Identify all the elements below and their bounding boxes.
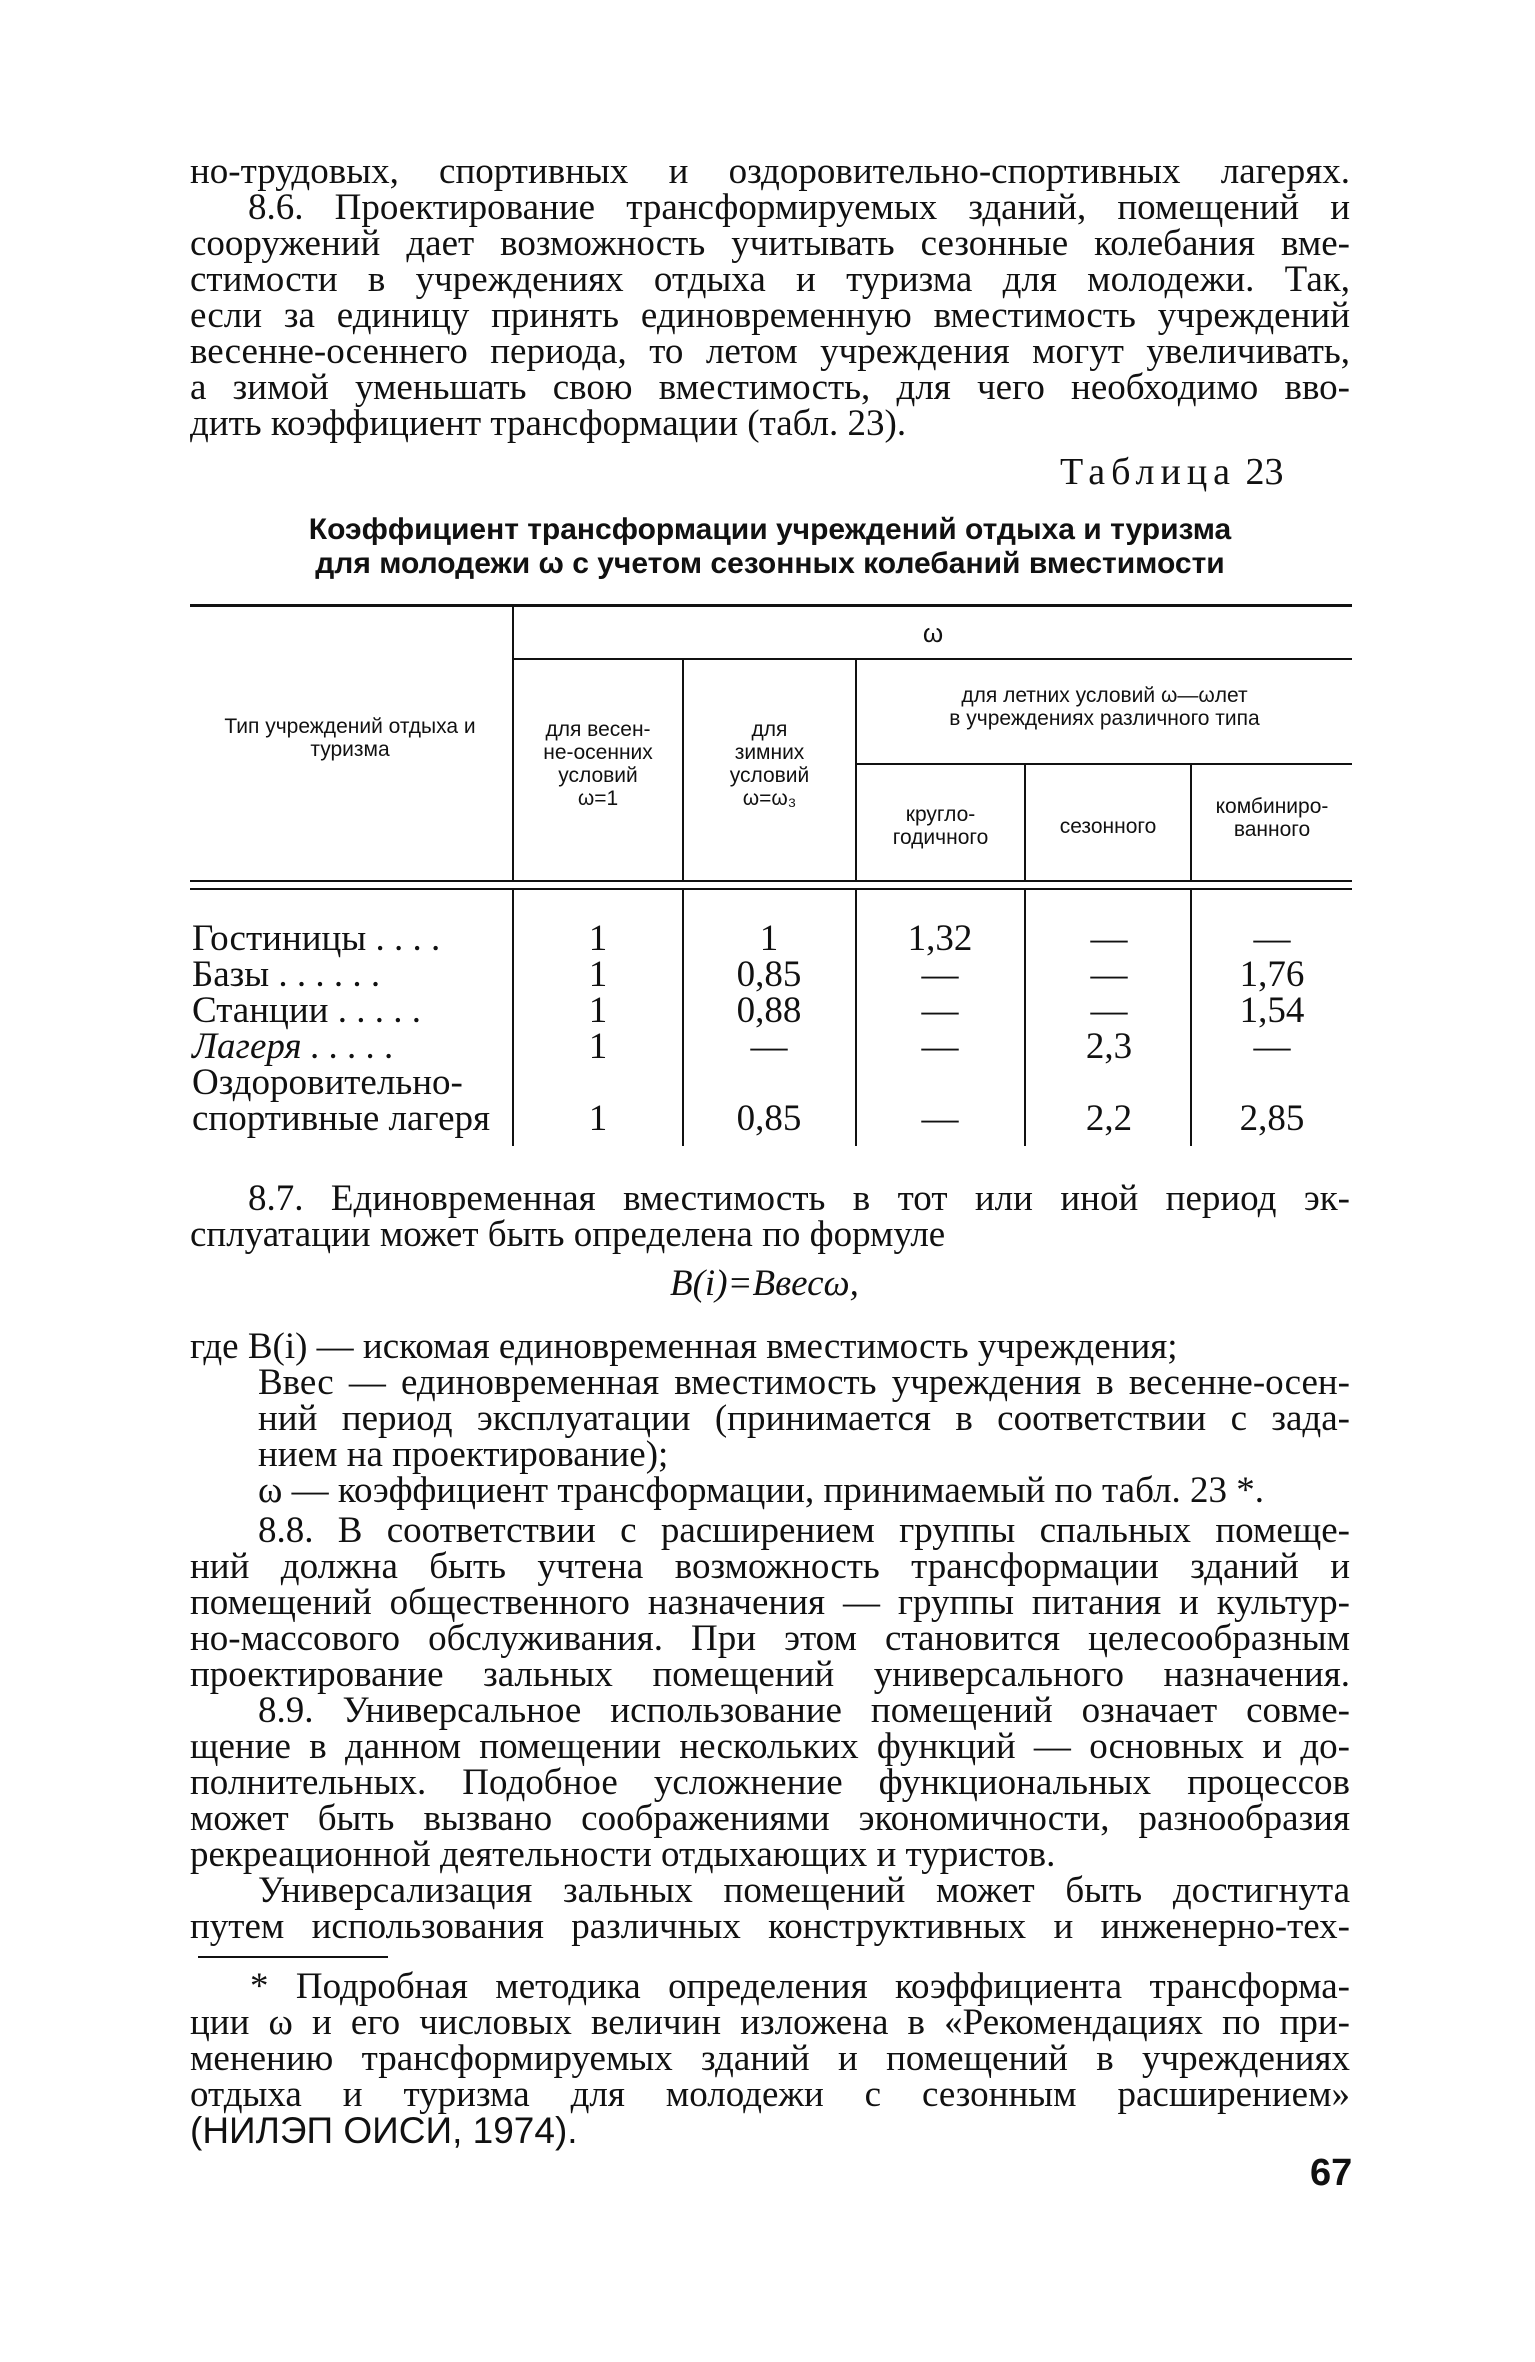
body-text-line: дить коэффициент трансформации (табл. 23). <box>190 403 907 444</box>
footnote-line: отдыха и туризма для молодежи с сезонным расширением» <box>190 2074 1350 2115</box>
row-name: Базы . . . . . . <box>192 954 381 995</box>
definition-line: ω — коэффициент трансформации, принимаемый по табл. 23 *. <box>258 1470 1264 1511</box>
table-number-label <box>1060 450 1284 494</box>
paragraph-8-6-start: 8.6. Проектирование трансформируемых зданий, помещений и <box>248 187 1350 228</box>
body-text-line: щение в данном помещении нескольких функций — основных и до- <box>190 1726 1350 1767</box>
row-name: Оздоровительно- <box>192 1062 463 1103</box>
cell-season: — <box>1090 990 1128 1031</box>
row-name: спортивные лагеря <box>192 1098 491 1139</box>
body-text-line: путем использования различных конструктивных и инженерно-тех- <box>190 1906 1350 1947</box>
cell-comb: 1,54 <box>1239 990 1305 1031</box>
header-comb-line: комбиниро- <box>1215 795 1329 818</box>
body-text-line: стимости в учреждениях отдыха и туризма для молодежи. Так, <box>190 259 1350 300</box>
table-vrule-body <box>855 890 857 1146</box>
cell-comb: 2,85 <box>1239 1098 1305 1139</box>
cell-spring: 1 <box>588 1026 608 1067</box>
cell-comb: 1,76 <box>1239 954 1305 995</box>
body-text-line: проектирование зальных помещений универсального назначения. <box>190 1654 1350 1695</box>
header-type: Тип учреждений отдыха и туризма <box>224 715 476 761</box>
body-text-line: сооружений дает возможность учитывать сезонные колебания вме- <box>190 223 1350 264</box>
body-text-line: полнительных. Подобное усложнение функциональных процессов <box>190 1762 1350 1803</box>
footnote-line: менению трансформируемых зданий и помещений в учреждениях <box>190 2038 1350 2079</box>
cell-winter: 1 <box>759 918 779 959</box>
header-winter-line: условий <box>729 764 810 787</box>
header-spring <box>514 718 682 810</box>
cell-comb: — <box>1253 1026 1291 1067</box>
table-vrule-body <box>512 890 514 1146</box>
body-text-line: помещений общественного назначения — группы питания и культур- <box>190 1582 1350 1623</box>
header-winter-line: зимних <box>734 741 805 764</box>
header-comb-line: ванного <box>1233 818 1311 841</box>
row-name: Лагеря . . . . . <box>192 1026 395 1067</box>
definition-line: Bвес — единовременная вместимость учреждения в весенне-осен- <box>258 1362 1350 1403</box>
table-vrule-body <box>682 890 684 1146</box>
table-title-line-2: для молодежи ω с учетом сезонных колебаний вместимости <box>315 547 1225 580</box>
table-omega-rule <box>514 658 1352 660</box>
header-omega: ω <box>922 618 944 648</box>
header-spring-line: ω=1 <box>577 787 619 810</box>
header-winter-line: для <box>751 718 788 741</box>
cell-year: — <box>921 1026 959 1067</box>
body-text-line: может быть вызвано соображениями экономичности, разнообразия <box>190 1798 1350 1839</box>
page-number: 67 <box>1310 2152 1353 2194</box>
row-name: Станции . . . . . <box>192 990 421 1031</box>
cell-spring: 1 <box>588 990 608 1031</box>
header-winter-line: ω=ω₃ <box>742 787 797 810</box>
header-spring-line: не-осенних <box>543 741 653 764</box>
cell-year: — <box>921 954 959 995</box>
table-body-top-rule <box>190 888 1352 890</box>
paragraph-start: Универсализация зальных помещений может быть достигнута <box>258 1870 1350 1911</box>
cell-winter: — <box>750 1026 788 1067</box>
header-combined <box>1192 795 1352 841</box>
body-text-line: ний должна быть учтена возможность трансформации зданий и <box>190 1546 1350 1587</box>
body-text-line: рекреационной деятельности отдыхающих и туристов. <box>190 1834 1056 1875</box>
cell-winter: 0,85 <box>736 954 802 995</box>
definition-line: ний период эксплуатации (принимается в соответствии с зада- <box>258 1398 1350 1439</box>
header-winter <box>684 718 855 810</box>
header-spring-line: условий <box>558 764 638 787</box>
row-name: Гостиницы . . . . <box>192 918 441 959</box>
cell-winter: 0,85 <box>736 1098 802 1139</box>
cell-season: — <box>1090 918 1128 959</box>
table-title-line-1: Коэффициент трансформации учреждений отдыха и туризма <box>308 513 1232 546</box>
paragraph-8-8-start: 8.8. В соответствии с расширением группы спальных помеще- <box>258 1510 1350 1551</box>
footnote-line: (НИЛЭП ОИСИ, 1974). <box>190 2110 578 2151</box>
footnote-separator <box>198 1956 388 1958</box>
header-summer <box>857 684 1352 730</box>
paragraph-8-7-start: 8.7. Единовременная вместимость в тот или иной период эк- <box>248 1178 1350 1219</box>
table-header-bottom-rule <box>190 880 1352 882</box>
cell-year: — <box>921 1098 959 1139</box>
cell-spring: 1 <box>588 954 608 995</box>
header-spring-line: для весен- <box>545 718 651 741</box>
cell-winter: 0,88 <box>736 990 802 1031</box>
header-seasonal: сезонного <box>1059 815 1157 838</box>
body-text-line: весенне-осеннего периода, то летом учреждения могут увеличивать, <box>190 331 1350 372</box>
body-text-line: но-массового обслуживания. При этом становится целесообразным <box>190 1618 1350 1659</box>
cell-season: 2,2 <box>1085 1098 1133 1139</box>
body-text-line: если за единицу принять единовременную вместимость учреждений <box>190 295 1350 336</box>
cell-year: 1,32 <box>907 918 973 959</box>
table-number: 23 <box>1245 451 1284 493</box>
table-summer-rule <box>857 763 1352 765</box>
header-year-line: кругло- <box>905 803 976 826</box>
footnote-line: ции ω и его числовых величин изложена в «Рекомендациях по при- <box>190 2002 1350 2043</box>
header-summer-line: в учреждениях различного типа <box>949 707 1260 730</box>
table-top-rule <box>190 604 1352 607</box>
cell-comb: — <box>1253 918 1291 959</box>
footnote-line: * Подробная методика определения коэффициента трансформа- <box>250 1966 1350 2007</box>
header-year-round <box>857 803 1024 849</box>
body-text-line: сплуатации может быть определена по формуле <box>190 1214 946 1255</box>
cell-season: — <box>1090 954 1128 995</box>
body-text-line: а зимой уменьшать свою вместимость, для чего необходимо вво- <box>190 367 1350 408</box>
header-year-line: годичного <box>892 826 989 849</box>
body-text-line: но-трудовых, спортивных и оздоровительно-спортивных лагерях. <box>190 151 1350 192</box>
definition-line: где B(i) — искомая единовременная вместимость учреждения; <box>190 1326 1178 1367</box>
table-vrule-body <box>1190 890 1192 1146</box>
cell-year: — <box>921 990 959 1031</box>
cell-season: 2,3 <box>1085 1026 1133 1067</box>
formula: B(i)=Bвесω, <box>670 1263 859 1304</box>
paragraph-8-9-start: 8.9. Универсальное использование помещений означает совме- <box>258 1690 1350 1731</box>
cell-spring: 1 <box>588 1098 608 1139</box>
table-vrule-body <box>1024 890 1026 1146</box>
cell-spring: 1 <box>588 918 608 959</box>
header-summer-line: для летних условий ω—ωлет <box>961 684 1248 707</box>
table-word: Таблица <box>1060 451 1237 493</box>
definition-line: нием на проектирование); <box>258 1434 669 1475</box>
